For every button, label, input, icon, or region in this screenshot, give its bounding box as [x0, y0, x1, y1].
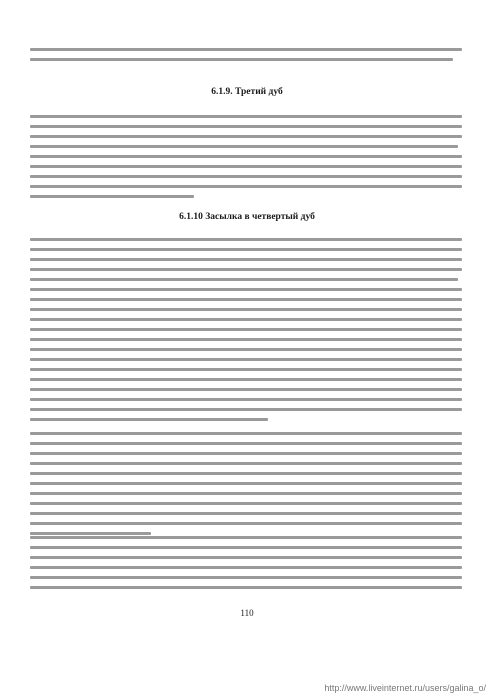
- section-heading-fourth-oak: 6.1.10 Засылка в четвертый дуб: [179, 212, 315, 222]
- page-number: 110: [240, 608, 254, 618]
- paragraph-fourth-oak-2: [30, 432, 462, 542]
- paragraph-fourth-oak-3: [30, 536, 462, 596]
- paragraph-fourth-oak-1: [30, 238, 462, 428]
- source-url: http://www.liveinternet.ru/users/galina_o/: [324, 683, 486, 693]
- paragraph-continued: [30, 48, 462, 68]
- section-heading-third-oak: 6.1.9. Третий дуб: [211, 87, 283, 97]
- paragraph-third-oak: [30, 115, 462, 205]
